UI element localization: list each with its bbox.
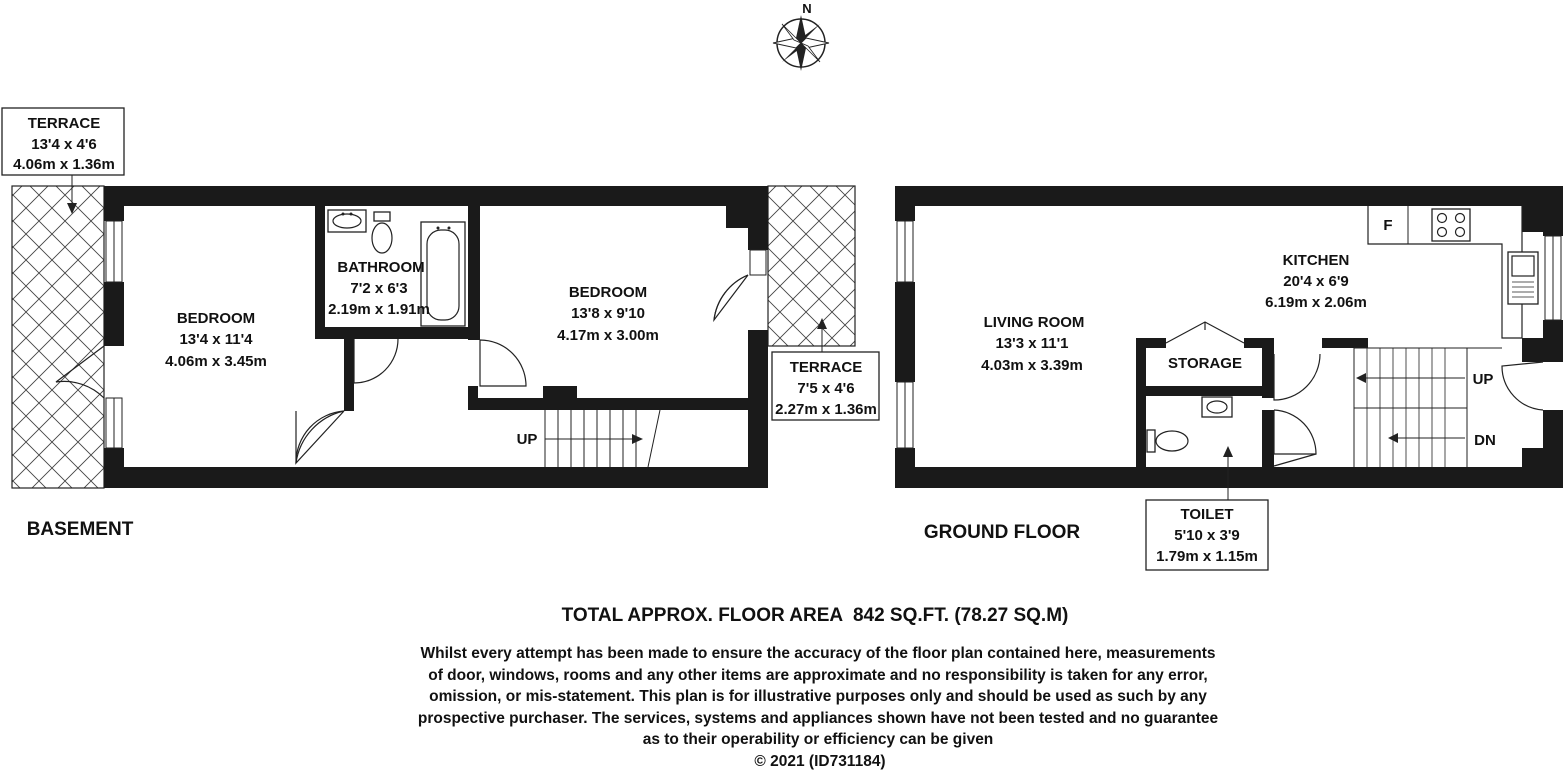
- copyright: © 2021 (ID731184): [754, 753, 886, 770]
- basement-stairs: [545, 410, 660, 467]
- disclaimer-line: prospective purchaser. The services, systems and appliances shown have not been tested and no guarantee: [417, 710, 1219, 727]
- disclaimer-line: Whilst every attempt has been made to ensure the accuracy of the floor plan contained here, measurements: [420, 645, 1216, 662]
- ground-floor-title: GROUND FLOOR: [923, 522, 1081, 543]
- stairs-up-label: UP: [1472, 371, 1494, 388]
- toilet-metric: 1.79m x 1.15m: [1156, 548, 1258, 565]
- compass-north-label: N: [802, 1, 812, 16]
- bedroom2-imperial: 13'8 x 9'10: [571, 305, 645, 322]
- basement-stairs-label: UP: [516, 431, 538, 448]
- bedroom2-name: BEDROOM: [568, 284, 648, 301]
- terrace-left-name: TERRACE: [27, 115, 101, 132]
- terrace-right-metric: 2.27m x 1.36m: [775, 401, 877, 418]
- living-room-metric: 4.03m x 3.39m: [981, 357, 1083, 374]
- fridge-label: F: [1383, 217, 1393, 234]
- bathroom-name: BATHROOM: [337, 259, 425, 276]
- terrace-right-name: TERRACE: [789, 359, 863, 376]
- disclaimer-line: of door, windows, rooms and any other items are approximate and no responsibility is taken for any error,: [428, 667, 1208, 684]
- disclaimer: [418, 645, 1219, 770]
- toilet-name: TOILET: [1180, 506, 1234, 523]
- kitchen-name: KITCHEN: [1282, 252, 1350, 269]
- ground-floor-stairs: [1354, 348, 1502, 467]
- terrace-left-metric: 4.06m x 1.36m: [13, 156, 115, 173]
- stairs-down-label: DN: [1474, 432, 1496, 449]
- kitchen-metric: 6.19m x 2.06m: [1265, 294, 1367, 311]
- disclaimer-line: as to their operability or efficiency can be given: [642, 731, 994, 748]
- toilet-imperial: 5'10 x 3'9: [1174, 527, 1240, 544]
- north-compass-icon: [773, 15, 829, 71]
- terrace-left-imperial: 13'4 x 4'6: [31, 136, 97, 153]
- living-room-name: LIVING ROOM: [983, 314, 1085, 331]
- terrace-right-imperial: 7'5 x 4'6: [797, 380, 855, 397]
- disclaimer-line: omission, or mis-statement. This plan is for illustrative purposes only and should be used as such by any: [429, 688, 1207, 705]
- terrace-left-area: [12, 186, 104, 488]
- total-floor-area: TOTAL APPROX. FLOOR AREA 842 SQ.FT. (78.27 SQ.M): [561, 605, 1069, 626]
- living-room-imperial: 13'3 x 11'1: [995, 335, 1069, 352]
- bathroom-imperial: 7'2 x 6'3: [350, 280, 408, 297]
- bathroom-metric: 2.19m x 1.91m: [328, 301, 430, 318]
- storage-name: STORAGE: [1168, 355, 1242, 372]
- basement-plan: [2, 108, 879, 488]
- terrace-right-area: [768, 186, 855, 346]
- kitchen-imperial: 20'4 x 6'9: [1283, 273, 1349, 290]
- bedroom1-name: BEDROOM: [176, 310, 256, 327]
- basement-title: BASEMENT: [26, 519, 134, 540]
- bedroom1-imperial: 13'4 x 11'4: [179, 331, 253, 348]
- bedroom1-metric: 4.06m x 3.45m: [165, 353, 267, 370]
- bedroom2-metric: 4.17m x 3.00m: [557, 327, 659, 344]
